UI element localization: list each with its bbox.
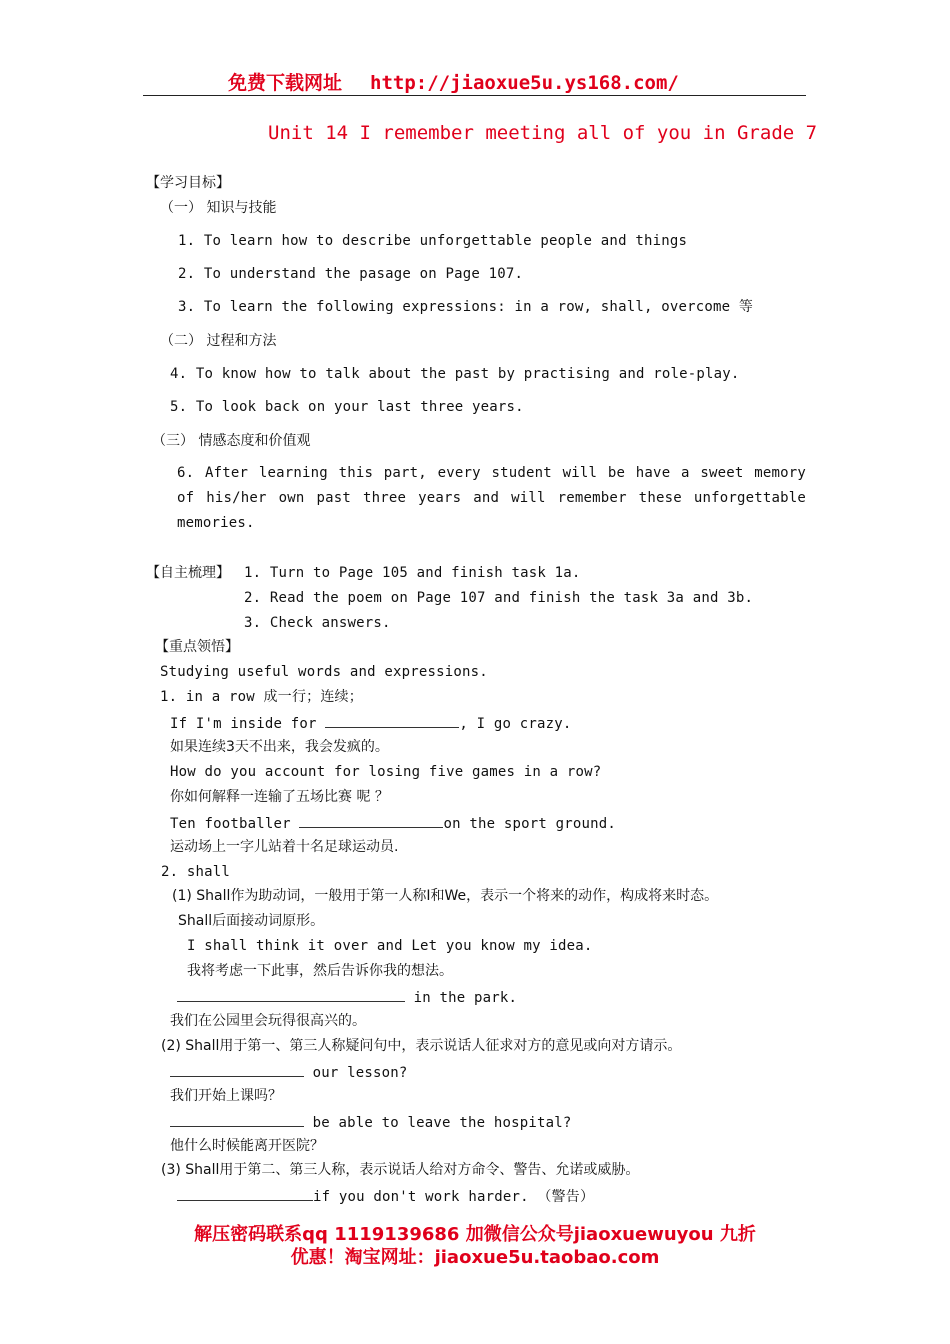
objective-item-6: 6. After learning this part, every student will be have a sweet memory of his/her own past three years and will remember these unforgettable memories. bbox=[177, 465, 806, 531]
site-header bbox=[228, 68, 679, 95]
objectives-section-1: （一） 知识与技能 bbox=[160, 200, 277, 216]
example-text: if you don't work harder. （警告） bbox=[313, 1189, 595, 1205]
answer-blank[interactable] bbox=[177, 987, 405, 1002]
point-1-example-1 bbox=[170, 713, 572, 733]
objective-item-4: 4. To know how to talk about the past by practising and role-play. bbox=[170, 366, 740, 382]
example-text: in the park. bbox=[405, 990, 518, 1006]
example-text: on the sport ground. bbox=[443, 816, 617, 832]
example-text: our lesson? bbox=[304, 1065, 408, 1081]
point-2-usage-1-note: Shall后面接动词原形。 bbox=[178, 913, 325, 929]
point-2-usage-2-example-2 bbox=[170, 1112, 572, 1132]
example-text: be able to leave the hospital? bbox=[304, 1115, 572, 1131]
point-2-usage-1: (1) Shall作为助动词，一般用于第一人称I和We，表示一个将来的动作，构成将来时态。 bbox=[172, 888, 719, 904]
objectives-heading: 【学习目标】 bbox=[146, 175, 230, 191]
point-1-example-3 bbox=[170, 813, 616, 833]
key-points-heading: 【重点领悟】 bbox=[155, 639, 239, 655]
point-1-example-1-translation: 如果连续3天不出来，我会发疯的。 bbox=[170, 739, 389, 755]
self-study-item-2: 2. Read the poem on Page 107 and finish the task 3a and 3b. bbox=[244, 590, 754, 606]
point-2-usage-3-example bbox=[177, 1186, 594, 1206]
point-2-usage-2-example-2-translation: 他什么时候能离开医院？ bbox=[170, 1138, 324, 1154]
example-text: , I go crazy. bbox=[459, 716, 572, 732]
point-2-usage-2-example-1 bbox=[170, 1062, 408, 1082]
header-url-link[interactable]: http://jiaoxue5u.ys168.com/ bbox=[370, 72, 679, 94]
key-points-intro: Studying useful words and expressions. bbox=[160, 664, 488, 680]
point-2-usage-3: (3) Shall用于第二、第三人称，表示说话人给对方命令、警告、允诺或威胁。 bbox=[161, 1162, 640, 1178]
header-label: 免费下载网址 bbox=[228, 72, 343, 94]
objective-item-3: 3. To learn the following expressions: in a row, shall, overcome 等 bbox=[178, 299, 754, 315]
header-divider bbox=[143, 95, 806, 96]
answer-blank[interactable] bbox=[325, 713, 459, 728]
point-2-usage-2-example-1-translation: 我们开始上课吗？ bbox=[170, 1088, 282, 1104]
point-1-example-2-translation: 你如何解释一连输了五场比赛 呢 ？ bbox=[170, 789, 389, 805]
point-2-usage-1-blank-translation: 我们在公园里会玩得很高兴的。 bbox=[170, 1013, 366, 1029]
point-2-usage-1-example-translation: 我将考虑一下此事，然后告诉你我的想法。 bbox=[187, 963, 453, 979]
footer-line-1: 解压密码联系qq 1119139686 加微信公众号jiaoxuewuyou 九折 bbox=[194, 1224, 756, 1245]
objectives-section-2: （二） 过程和方法 bbox=[160, 333, 277, 349]
point-2-usage-2: (2) Shall用于第一、第三人称疑问句中，表示说话人征求对方的意见或向对方请示。 bbox=[161, 1038, 682, 1054]
self-study-heading: 【自主梳理】 bbox=[146, 565, 230, 581]
point-1-example-3-translation: 运动场上一字儿站着十名足球运动员. bbox=[170, 839, 399, 855]
answer-blank[interactable] bbox=[170, 1112, 304, 1127]
answer-blank[interactable] bbox=[177, 1186, 313, 1201]
answer-blank[interactable] bbox=[170, 1062, 304, 1077]
self-study-item-3: 3. Check answers. bbox=[244, 615, 391, 631]
objectives-section-3: （三） 情感态度和价值观 bbox=[152, 433, 311, 449]
point-2-usage-1-blank-example bbox=[177, 987, 517, 1007]
self-study-item-1: 1. Turn to Page 105 and finish task 1a. bbox=[244, 565, 581, 581]
answer-blank[interactable] bbox=[299, 813, 443, 828]
point-2-title: 2. shall bbox=[161, 864, 231, 880]
objective-item-2: 2. To understand the pasage on Page 107. bbox=[178, 266, 524, 282]
point-1-title: 1. in a row 成一行；连续； bbox=[160, 689, 363, 705]
example-text: Ten footballer bbox=[170, 816, 300, 832]
footer-line-2: 优惠！淘宝网址：jiaoxue5u.taobao.com bbox=[290, 1247, 660, 1268]
point-2-usage-1-example: I shall think it over and Let you know my idea. bbox=[187, 938, 593, 954]
objective-item-5: 5. To look back on your last three years. bbox=[170, 399, 524, 415]
point-1-example-2: How do you account for losing five games in a row? bbox=[170, 764, 602, 780]
objective-item-1: 1. To learn how to describe unforgettable people and things bbox=[178, 233, 688, 249]
page-title: Unit 14 I remember meeting all of you in Grade 7 bbox=[268, 122, 818, 144]
example-text: If I'm inside for bbox=[170, 716, 326, 732]
